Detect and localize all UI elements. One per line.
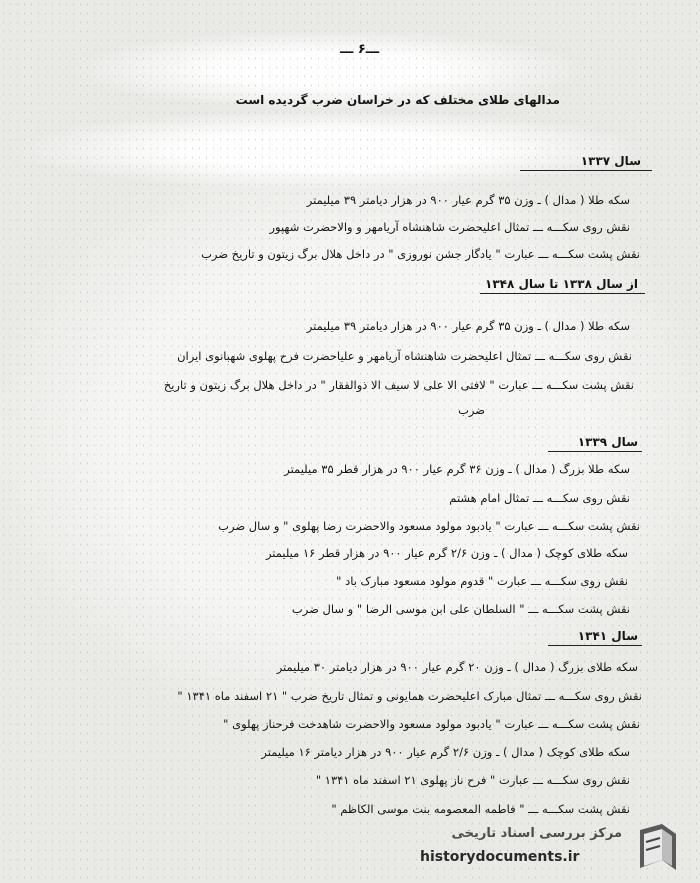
section-line: نقش روی سکـــه ـــ عبارت " قدوم مولود مسعود مبارک باد " [336,574,628,588]
section-line: نقش روی سکـــه ـــ تمثال مبارک اعلیحضرت همایونی و تمثال تاریخ ضرب " ۲۱ اسفند ماه ۱۳۴۱ " [177,689,642,703]
year-underline [548,645,642,646]
book-logo-icon [632,820,684,876]
section-line: سکه طلا ( مدال ) ـ وزن ۳۵ گرم عیار ۹۰۰ در هزار دیامتر ۳۹ میلیمتر [306,319,630,333]
page-number-mark: ـــ۶ ـــ [340,42,380,57]
section-line: نقش پشت سکـــه ـــ " فاطمه المعصومه بنت موسی الکاظم " [331,802,630,816]
watermark-url: historydocuments.ir [420,849,580,865]
year-underline [480,293,645,294]
section-line: سکه طلای کوچک ( مدال ) ـ وزن ۲/۶ گرم عیار ۹۰۰ در هزار قطر ۱۶ میلیمتر [265,546,628,560]
document-title: مدالهای طلای مختلف که در خراسان ضرب گردیده است [235,93,560,107]
section-line: نقش پشت سکـــه ـــ " السلطان علی ابن موسی الرضا " و سال ضرب [291,602,630,616]
section-line: نقش پشت سکـــه ـــ عبارت " یادگار جشن نوروزی " در داخل هلال برگ زیتون و تاریخ ضرب [201,247,640,261]
section-year-1338-1348: از سال ۱۳۳۸ تا سال ۱۳۴۸ [485,277,638,291]
section-line: سکه طلا بزرگ ( مدال ) ـ وزن ۳۶ گرم عیار ۹۰۰ در هزار قطر ۳۵ میلیمتر [284,462,630,476]
section-year-1337: سال ۱۳۳۷ [580,154,641,168]
year-underline [548,451,642,452]
section-line: سکه طلای کوچک ( مدال ) ـ وزن ۲/۶ گرم عیار ۹۰۰ در هزار دیامتر ۱۶ میلیمتر [261,745,630,759]
section-line: نقش روی سکـــه ـــ تمثال اعلیحضرت شاهنشاه آریامهر و والاحضرت شهپور [269,220,630,234]
section-line: نقش پشت سکـــه ـــ عبارت " لافتی الا علی لا سیف الا ذوالفقار " در داخل هلال برگ زیتون و تاریخ [163,378,634,392]
section-year-1341: سال ۱۳۴۱ [577,629,638,643]
section-line: نقش روی سکـــه ـــ عبارت " فرح ناز پهلوی ۲۱ اسفند ماه ۱۳۴۱ " [315,773,630,787]
section-line: سکه طلای بزرگ ( مدال ) ـ وزن ۲۰ گرم عیار ۹۰۰ در هزار دیامتر ۳۰ میلیمتر [276,660,638,674]
year-underline [520,170,652,171]
section-year-1339: سال ۱۳۳۹ [577,435,638,449]
section-line: نقش پشت سکـــه ـــ عبارت " یادبود مولود مسعود والاحضرت شاهدخت فرحناز پهلوی " [223,717,640,731]
section-line: نقش روی سکـــه ـــ تمثال اعلیحضرت شاهنشاه آریامهر و علیاحضرت فرح پهلوی شهبانوی ایران [177,349,632,363]
section-line: ضرب [458,403,485,417]
section-line: نقش پشت سکـــه ـــ عبارت " یادبود مولود مسعود والاحضرت رضا پهلوی " و سال ضرب [218,519,640,533]
section-line: سکه طلا ( مدال ) ـ وزن ۳۵ گرم عیار ۹۰۰ در هزار دیامتر ۳۹ میلیمتر [306,193,630,207]
section-line: نقش روی سکـــه ـــ تمثال امام هشتم [449,491,630,505]
watermark-name: مرکز بررسی اسناد تاریخی [451,826,622,841]
